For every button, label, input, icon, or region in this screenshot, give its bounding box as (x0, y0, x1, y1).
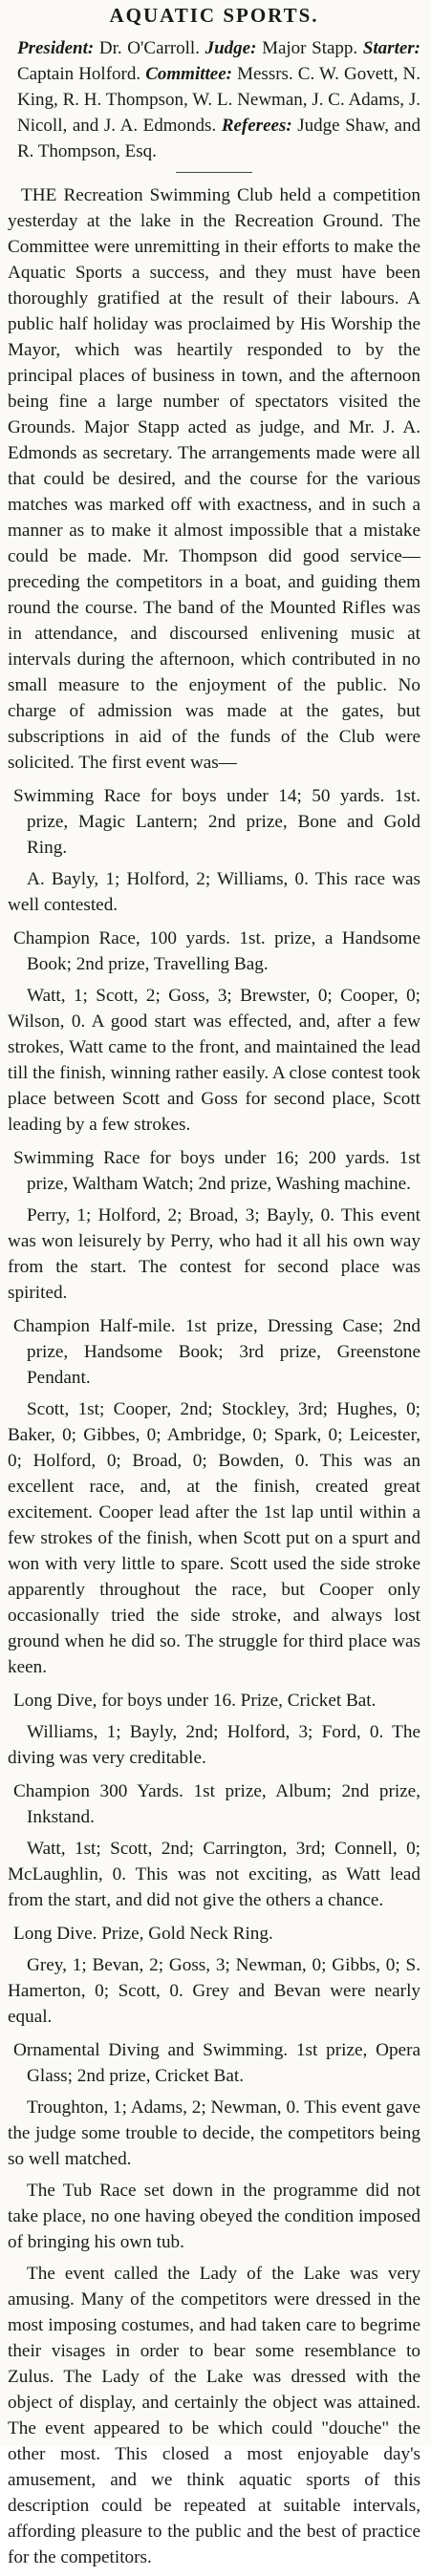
event-title: Champion 300 Yards. 1st prize, Album; 2nd prize, Inkstand. (13, 1781, 420, 1827)
event-report: Williams, 1; Bayly, 2nd; Holford, 3; Ford, 0. The diving was very creditable. (8, 1722, 420, 1768)
event-title: Swimming Race for boys under 16; 200 yards. 1st prize, Waltham Watch; 2nd prize, Washing machine. (13, 1148, 420, 1194)
section-divider (176, 172, 252, 173)
article-column (8, 4, 420, 2576)
event-report: Scott, 1st; Cooper, 2nd; Stockley, 3rd; Hughes, 0; Baker, 0; Gibbes, 0; Ambridge, 0; Spark, 0; Leicester, 0; Holford, 0; Broad, 0; Bowden, 0. This was an excellent race, and, at the finish, created great excitement. Cooper lead after the 1st lap until within a few strokes of the finish, when Scott put on a spurt and won with very little to spare. Scott used the side stroke apparently throughout the race, but Cooper only occasionally tried the side stroke, and always lost ground when he did so. The struggle for third place was keen. (8, 1399, 420, 1677)
event-report: Watt, 1st; Scott, 2nd; Carrington, 3rd; Connell, 0; McLaughlin, 0. This was not exciting, as Watt lead from the start, and did not give the others a chance. (8, 1839, 420, 1910)
article-heading: AQUATIC SPORTS. (109, 4, 319, 27)
event-report: Grey, 1; Bevan, 2; Goss, 3; Newman, 0; Gibbs, 0; S. Hamerton, 0; Scott, 0. Grey and Bevan were nearly equal. (8, 1955, 420, 2027)
event-report: Watt, 1; Scott, 2; Goss, 3; Brewster, 0; Cooper, 0; Wilson, 0. A good start was effected, and, after a few strokes, Watt came to the front, and maintained the lead till the finish, winning rather easily. A close contest took place between Scott and Goss for second place, Scott leading by a few strokes. (8, 986, 420, 1135)
event-title: Champion Half-mile. 1st prize, Dressing Case; 2nd prize, Handsome Book; 3rd prize, Greenstone Pendant. (13, 1316, 420, 1388)
event-title: Swimming Race for boys under 14; 50 yards. 1st. prize, Magic Lantern; 2nd prize, Bone and Gold Ring. (13, 786, 420, 858)
committee-label: Committee: (145, 64, 232, 84)
closing-paragraph: The Tub Race set down in the programme did not take place, no one having obeyed the condition imposed of bringing his own tub. (8, 2181, 420, 2252)
president-label: President: (17, 38, 95, 58)
event-title: Long Dive. Prize, Gold Neck Ring. (13, 1924, 273, 1944)
president-name: Dr. O'Carroll. (98, 38, 200, 58)
event-title: Long Dive, for boys under 16. Prize, Cricket Bat. (13, 1691, 377, 1711)
officials-list (8, 35, 420, 164)
event-report: Perry, 1; Holford, 2; Broad, 3; Bayly, 0. This event was won leisurely by Perry, who had it all his own way from the start. The contest for second place was spirited. (8, 1205, 420, 1303)
judge-label: Judge: (205, 38, 257, 58)
committee-names: Messrs. C. W. Govett, N. King, R. H. Thompson, W. L. Newman, J. C. Adams, J. Nicoll, and J. A. Edmonds. (17, 64, 421, 136)
event-report: A. Bayly, 1; Holford, 2; Williams, 0. This race was well contested. (8, 869, 420, 915)
event-report: Troughton, 1; Adams, 2; Newman, 0. This event gave the judge some trouble to decide, the competitors being so well matched. (8, 2097, 420, 2169)
starter-name: Captain Holford. (17, 64, 141, 84)
judge-name: Major Stapp. (262, 38, 358, 58)
intro-paragraph: THE Recreation Swimming Club held a competition yesterday at the lake in the Recreation Ground. The Committee were unremitting in their efforts to make the Aquatic Sports a success, and they must have been thoroughly gratified at the result of their labours. A public half holiday was proclaimed by His Worship the Mayor, which was heartily responded to by the principal places of business in town, and the afternoon being fine a large number of spectators visited the Grounds. Major Stapp acted as judge, and Mr. J. A. Edmonds as secretary. The arrangements made were all that could be desired, and the course for the various matches was marked off with exactness, and in such a manner as to make it almost impossible that a mistake could be made. Mr. Thompson did good service—preceding the competitors in a boat, and guiding them round the course. The band of the Mounted Rifles was in attendance, and discoursed enlivening music at intervals during the afternoon, which contributed in no small measure to the enjoyment of the public. No charge of admission was made at the gates, but subscriptions in aid of the funds of the Club were solicited. The first event was— (8, 185, 420, 773)
referees-names: Judge Shaw, and R. Thompson, Esq. (17, 116, 420, 161)
referees-label: Referees: (221, 116, 292, 136)
event-title: Champion Race, 100 yards. 1st. prize, a Handsome Book; 2nd prize, Travelling Bag. (13, 928, 420, 974)
event-title: Ornamental Diving and Swimming. 1st prize, Opera Glass; 2nd prize, Cricket Bat. (13, 2040, 420, 2086)
starter-label: Starter: (362, 38, 421, 58)
closing-paragraph: The event called the Lady of the Lake was very amusing. Many of the competitors were dressed in the most imposing costumes, and had taken care to begrime their visages in order to bear some resemblance to Zulus. The Lady of the Lake was dressed with the object of display, and certainly the object was attained. The event appeared to be which could "douche" the other most. This closed a most enjoyable day's amusement, and we think aquatic sports of this description could be repeated at suitable intervals, affording pleasure to the public and the best of practice for the competitors. (8, 2264, 420, 2567)
